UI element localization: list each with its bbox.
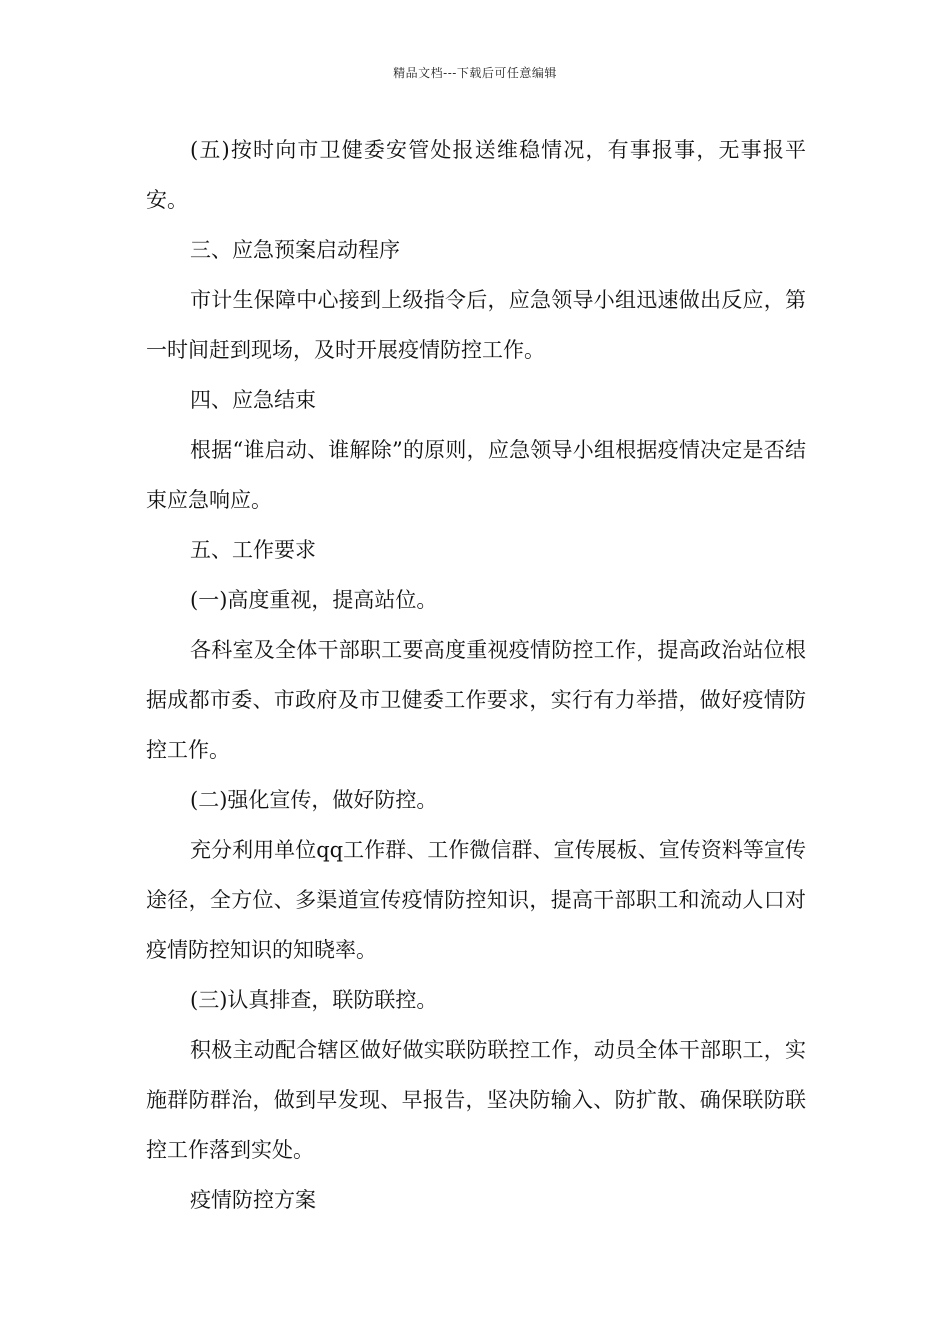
subsection-heading: (二)强化宣传，做好防控。 [190, 788, 438, 812]
subsection-heading: (一)高度重视，提高站位。 [190, 588, 438, 612]
paragraph: 充分利用单位qq工作群、工作微信群、宣传展板、宣传资料等宣传途径，全方位、多渠道宣传疫情防控知识，提高干部职工和流动人口对疫情防控知识的知晓率。 [146, 838, 806, 962]
section-heading: 五、工作要求 [190, 538, 316, 562]
paragraph: (五)按时向市卫健委安管处报送维稳情况，有事报事，无事报平安。 [146, 138, 806, 212]
document-body [146, 125, 806, 1225]
paragraph: 积极主动配合辖区做好做实联防联控工作，动员全体干部职工，实施群防群治，做到早发现、早报告，坚决防输入、防扩散、确保联防联控工作落到实处。 [146, 1038, 806, 1162]
subsection-heading: (三)认真排查，联防联控。 [190, 988, 438, 1012]
document-title: 疫情防控方案 [190, 1188, 316, 1212]
section-heading: 三、应急预案启动程序 [190, 238, 400, 262]
paragraph: 各科室及全体干部职工要高度重视疫情防控工作，提高政治站位根据成都市委、市政府及市卫健委工作要求，实行有力举措，做好疫情防控工作。 [146, 638, 806, 762]
paragraph: 市计生保障中心接到上级指令后，应急领导小组迅速做出反应，第一时间赶到现场，及时开展疫情防控工作。 [146, 288, 806, 362]
section-heading: 四、应急结束 [190, 388, 316, 412]
page-header: 精品文档---下载后可任意编辑 [393, 66, 557, 80]
paragraph: 根据“谁启动、谁解除”的原则，应急领导小组根据疫情决定是否结束应急响应。 [146, 438, 806, 512]
